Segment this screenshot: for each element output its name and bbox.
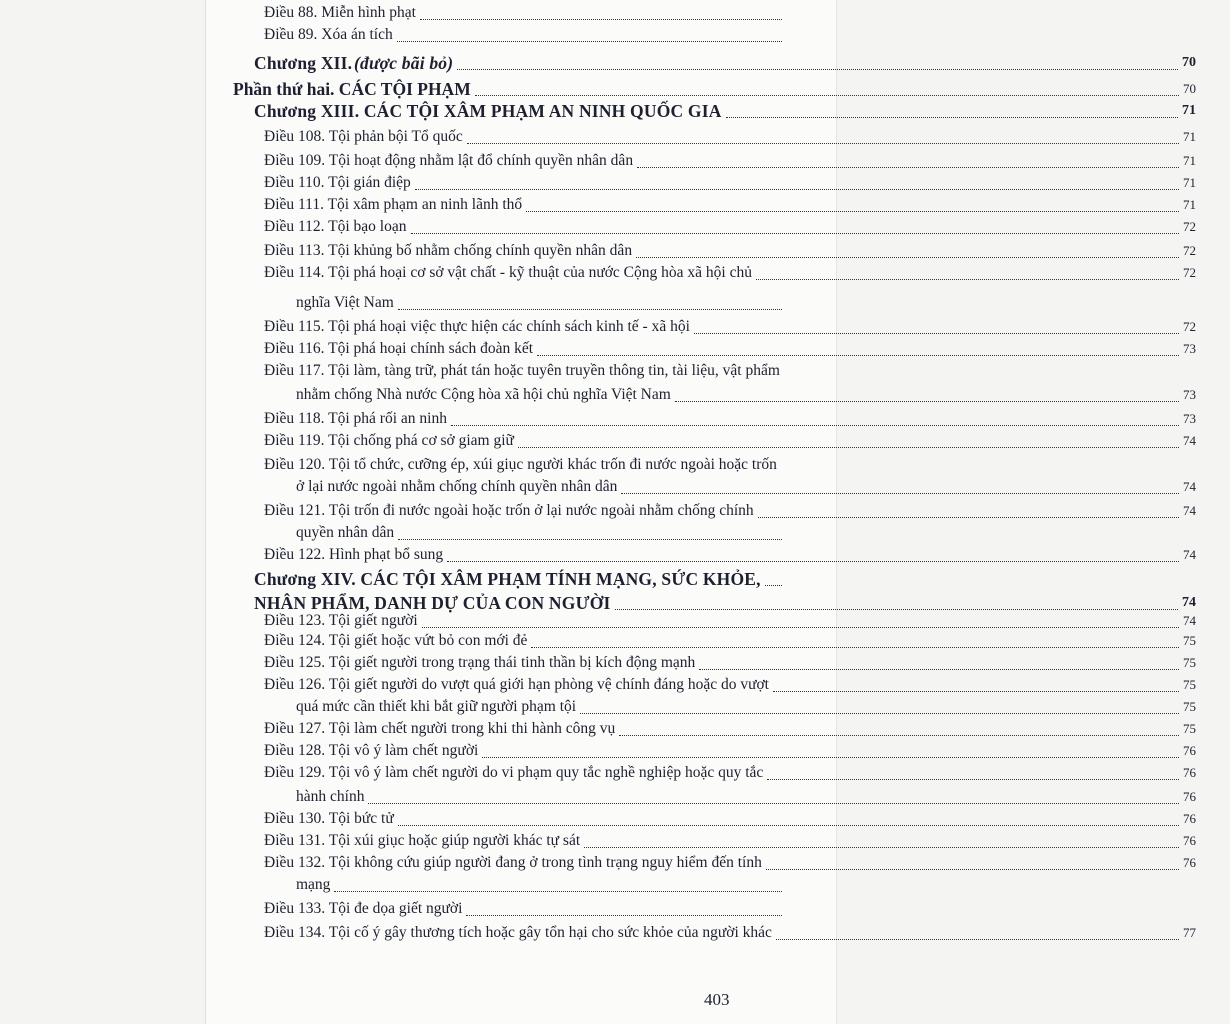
dot-leader	[398, 825, 1179, 826]
toc-entry	[206, 262, 1230, 284]
dot-leader	[397, 41, 782, 42]
toc-entry	[206, 544, 1230, 566]
dot-leader	[767, 779, 1179, 780]
toc-entry	[206, 360, 1230, 382]
dot-leader	[580, 713, 1179, 714]
toc-page-number: 76	[1183, 833, 1196, 848]
toc-page-number: 71	[1183, 197, 1196, 212]
toc-entry	[206, 808, 1230, 830]
dot-leader	[475, 95, 1179, 96]
toc-page-number: 76	[1183, 765, 1196, 780]
toc-entry	[206, 408, 1230, 430]
toc-page-number: 75	[1183, 655, 1196, 670]
toc-entry	[206, 292, 1230, 314]
toc-entry-title: Điều 129. Tội vô ý làm chết người do vi phạm quy tắc nghề nghiệp hoặc quy tắc	[264, 764, 764, 781]
toc-page-number: 77	[1183, 925, 1196, 940]
toc-page-number: 73	[1183, 411, 1196, 426]
toc-page-number: 72	[1183, 319, 1196, 334]
dot-leader	[636, 257, 1179, 258]
toc-entry-title: ở lại nước ngoài nhằm chống chính quyền nhân dân	[296, 478, 618, 495]
dot-leader	[694, 333, 1179, 334]
dot-leader	[368, 803, 1179, 804]
toc-page-number: 71	[1183, 129, 1196, 144]
dot-leader	[531, 647, 1179, 648]
toc-page-number: 76	[1183, 743, 1196, 758]
toc-page-number: 75	[1183, 633, 1196, 648]
toc-entry-title: Điều 120. Tội tổ chức, cưỡng ép, xúi giục người khác trốn đi nước ngoài hoặc trốn	[264, 456, 777, 473]
toc-entry-title: Điều 130. Tội bức tử	[264, 810, 394, 827]
toc-entry-title: Điều 88. Miễn hình phạt	[264, 4, 416, 21]
dot-leader	[758, 517, 1179, 518]
dot-leader	[766, 869, 1179, 870]
toc-part	[206, 78, 1230, 100]
toc-entry	[206, 898, 1230, 920]
toc-entry	[206, 696, 1230, 718]
toc-entry-title: Điều 108. Tội phản bội Tổ quốc	[264, 128, 463, 145]
toc-page-number: 75	[1183, 699, 1196, 714]
toc-entry-title: mạng	[296, 876, 331, 893]
toc-entry-title: Điều 133. Tội đe dọa giết người	[264, 900, 463, 917]
dot-leader	[756, 279, 1179, 280]
toc-entry	[206, 126, 1230, 148]
toc-entry	[206, 316, 1230, 338]
toc-entry-title: Điều 119. Tội chống phá cơ sở giam giữ	[264, 432, 514, 449]
table-of-contents	[206, 0, 1230, 1024]
toc-page-number: 76	[1183, 855, 1196, 870]
toc-entry-title: nhằm chống Nhà nước Cộng hòa xã hội chủ nghĩa Việt Nam	[296, 386, 671, 403]
dot-leader	[619, 735, 1179, 736]
toc-entry	[206, 500, 1230, 522]
toc-entry	[206, 874, 1230, 896]
toc-entry-title: Điều 121. Tội trốn đi nước ngoài hoặc trốn ở lại nước ngoài nhằm chống chính	[264, 502, 754, 519]
toc-entry-title: Điều 125. Tội giết người trong trạng thái tinh thần bị kích động mạnh	[264, 654, 696, 671]
toc-entry	[206, 384, 1230, 406]
toc-entry-title: Điều 124. Tội giết hoặc vứt bỏ con mới đẻ	[264, 632, 528, 649]
toc-page-number: 74	[1183, 479, 1196, 494]
toc-entry	[206, 740, 1230, 762]
toc-entry	[206, 476, 1230, 498]
toc-chapter	[206, 568, 1230, 590]
dot-leader	[415, 189, 1179, 190]
dot-leader	[726, 117, 1178, 118]
dot-leader	[457, 69, 1178, 70]
toc-entry-title: Điều 109. Tội hoạt động nhằm lật đổ chính quyền nhân dân	[264, 152, 634, 169]
dot-leader	[334, 891, 782, 892]
toc-entry	[206, 430, 1230, 452]
toc-page-number: 73	[1183, 387, 1196, 402]
toc-entry-title: Chương XIV. CÁC TỘI XÂM PHẠM TÍNH MẠNG, SỨC KHỎE,	[254, 569, 761, 589]
toc-entry	[206, 674, 1230, 696]
toc-entry-title: Điều 112. Tội bạo loạn	[264, 218, 407, 235]
dot-leader	[518, 447, 1179, 448]
toc-entry	[206, 610, 1230, 632]
toc-entry-title: Điều 114. Tội phá hoại cơ sở vật chất - kỹ thuật của nước Cộng hòa xã hội chủ	[264, 264, 752, 281]
toc-entry	[206, 786, 1230, 808]
dot-leader	[398, 539, 782, 540]
toc-entry	[206, 718, 1230, 740]
toc-page-number: 74	[1183, 547, 1196, 562]
dot-leader	[537, 355, 1179, 356]
dot-leader	[467, 143, 1179, 144]
toc-page-number: 76	[1183, 789, 1196, 804]
dot-leader	[621, 493, 1179, 494]
dot-leader	[637, 167, 1179, 168]
dot-leader	[699, 669, 1179, 670]
toc-entry-title: Điều 127. Tội làm chết người trong khi thi hành công vụ	[264, 720, 616, 737]
toc-chapter	[206, 100, 1230, 122]
toc-page-number: 71	[1182, 103, 1196, 118]
toc-entry	[206, 172, 1230, 194]
book-page	[205, 0, 1196, 1024]
toc-entry-title: Điều 117. Tội làm, tàng trữ, phát tán hoặc tuyên truyền thông tin, tài liệu, vật phẩm	[264, 362, 780, 379]
toc-entry-title: hành chính	[296, 788, 365, 805]
dot-leader	[451, 425, 1179, 426]
dot-leader	[584, 847, 1179, 848]
toc-entry-title: Điều 134. Tội cố ý gây thương tích hoặc gây tổn hại cho sức khỏe của người khác	[264, 924, 772, 941]
dot-leader	[482, 757, 1179, 758]
toc-page-number: 72	[1183, 219, 1196, 234]
toc-entry-title: Điều 111. Tội xâm phạm an ninh lãnh thổ	[264, 196, 523, 213]
toc-entry	[206, 24, 1230, 46]
toc-entry-title: Điều 132. Tội không cứu giúp người đang ở trong tình trạng nguy hiểm đến tính	[264, 854, 762, 871]
dot-leader	[411, 233, 1179, 234]
toc-entry	[206, 762, 1230, 784]
toc-entry-title: Điều 126. Tội giết người do vượt quá giới hạn phòng vệ chính đáng hoặc do vượt	[264, 676, 769, 693]
toc-page-number: 72	[1183, 265, 1196, 280]
toc-entry-title: nghĩa Việt Nam	[296, 294, 394, 311]
toc-entry-title: Điều 122. Hình phạt bổ sung	[264, 546, 444, 563]
toc-page-number: 71	[1183, 175, 1196, 190]
toc-entry	[206, 922, 1230, 944]
toc-entry-title-note: (được bãi bỏ)	[354, 53, 454, 73]
toc-page-number: 71	[1183, 153, 1196, 168]
toc-entry-title: quyền nhân dân	[296, 524, 395, 541]
dot-leader	[776, 939, 1179, 940]
toc-entry	[206, 830, 1230, 852]
toc-entry	[206, 216, 1230, 238]
toc-entry-title: Điều 131. Tội xúi giục hoặc giúp người khác tự sát	[264, 832, 581, 849]
dot-leader	[765, 585, 782, 586]
toc-entry	[206, 240, 1230, 262]
dot-leader	[447, 561, 1179, 562]
toc-entry	[206, 652, 1230, 674]
toc-entry-title: Chương XII.	[254, 53, 353, 73]
toc-entry-title: Điều 128. Tội vô ý làm chết người	[264, 742, 479, 759]
toc-entry	[206, 338, 1230, 360]
toc-entry-title: NHÂN PHẨM, DANH DỰ CỦA CON NGƯỜI	[254, 593, 611, 613]
toc-entry	[206, 522, 1230, 544]
toc-entry-title: Phần thứ hai. CÁC TỘI PHẠM	[233, 79, 471, 99]
toc-entry	[206, 150, 1230, 172]
toc-entry-title: Điều 115. Tội phá hoại việc thực hiện các chính sách kinh tế - xã hội	[264, 318, 690, 335]
toc-page-number: 70	[1183, 81, 1196, 96]
toc-entry-title: Điều 110. Tội gián điệp	[264, 174, 411, 191]
toc-page-number: 70	[1182, 55, 1196, 70]
toc-page-number: 74	[1183, 613, 1196, 628]
dot-leader	[526, 211, 1179, 212]
toc-entry-title: Điều 113. Tội khủng bố nhằm chống chính quyền nhân dân	[264, 242, 633, 259]
toc-page-number: 74	[1183, 433, 1196, 448]
page-number: 403	[704, 990, 730, 1009]
dot-leader	[422, 627, 1179, 628]
toc-entry	[206, 630, 1230, 652]
toc-entry-title: Điều 123. Tội giết người	[264, 612, 418, 629]
toc-entry	[206, 194, 1230, 216]
dot-leader	[675, 401, 1179, 402]
dot-leader	[773, 691, 1179, 692]
toc-entry	[206, 852, 1230, 874]
toc-page-number: 74	[1182, 595, 1196, 610]
toc-entry-title: Điều 118. Tội phá rối an ninh	[264, 410, 447, 427]
dot-leader	[466, 915, 782, 916]
toc-entry-title: Điều 89. Xóa án tích	[264, 26, 393, 43]
toc-page-number: 75	[1183, 721, 1196, 736]
toc-entry	[206, 2, 1230, 24]
toc-entry-title: quá mức cần thiết khi bắt giữ người phạm tội	[296, 698, 577, 715]
toc-page-number: 72	[1183, 243, 1196, 258]
toc-page-number: 75	[1183, 677, 1196, 692]
toc-page-number: 73	[1183, 341, 1196, 356]
dot-leader	[420, 19, 782, 20]
toc-chapter	[206, 52, 1230, 74]
toc-page-number: 74	[1183, 503, 1196, 518]
toc-entry-title: Chương XIII. CÁC TỘI XÂM PHẠM AN NINH QUỐC GIA	[254, 101, 722, 121]
toc-page-number: 76	[1183, 811, 1196, 826]
dot-leader	[398, 309, 782, 310]
toc-entry	[206, 454, 1230, 476]
toc-entry-title: Điều 116. Tội phá hoại chính sách đoàn kết	[264, 340, 534, 357]
